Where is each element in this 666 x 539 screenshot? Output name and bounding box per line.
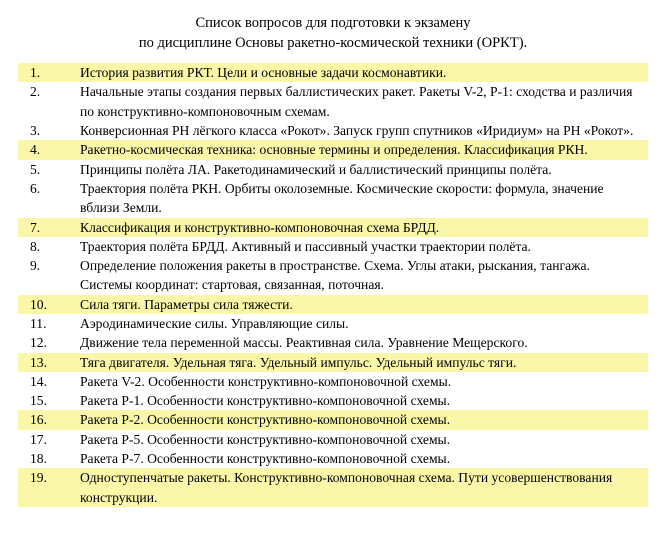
question-text: Принципы полёта ЛА. Ракетодинамический и баллистический принципы полёта. <box>80 161 552 177</box>
question-text: Ракета Р-5. Особенности конструктивно-компоновочной схемы. <box>80 431 451 447</box>
question-number: 7. <box>30 219 41 235</box>
question-text: Траектория полёта БРДД. Активный и пассивный участки траектории полёта. <box>80 238 531 254</box>
question-text: Классификация и конструктивно-компоновочная схема БРДД. <box>80 219 440 235</box>
question-number: 14. <box>30 373 47 389</box>
question-text: Движение тела переменной массы. Реактивная сила. Уравнение Мещерского. <box>80 335 528 351</box>
question-item <box>18 468 648 507</box>
document-title-line-2: по дисциплине Основы ракетно-космической техники (ОРКТ). <box>138 34 528 51</box>
question-item <box>18 140 648 159</box>
question-number: 17. <box>30 431 47 447</box>
question-item <box>18 160 648 179</box>
question-item <box>18 372 648 391</box>
question-item <box>18 218 648 237</box>
question-text: Ракета Р-7. Особенности конструктивно-компоновочной схемы. <box>80 451 451 467</box>
question-number: 18. <box>30 451 47 467</box>
question-item <box>18 333 648 352</box>
question-text: Ракетно-космическая техника: основные термины и определения. Классификация РКН. <box>80 142 588 158</box>
question-item <box>18 121 648 140</box>
question-item <box>18 353 648 372</box>
question-number: 15. <box>30 393 47 409</box>
question-item <box>18 63 648 82</box>
question-item <box>18 256 648 295</box>
question-number: 2. <box>30 84 41 100</box>
question-item <box>18 430 648 449</box>
question-item <box>18 179 648 218</box>
question-item <box>18 295 648 314</box>
question-text: Начальные этапы создания первых баллистических ракет. Ракеты V-2, Р-1: сходства и различия по конструктивно-компоновочным схемам. <box>80 84 633 119</box>
question-text: Определение положения ракеты в пространстве. Схема. Углы атаки, рыскания, тангажа. Системы координат: стартовая, связанная, поточная. <box>80 258 590 293</box>
question-text: Траектория полёта РКН. Орбиты околоземные. Космические скорости: формула, значение вблизи Земли. <box>80 180 604 216</box>
question-number: 11. <box>30 315 47 331</box>
question-text: Тяга двигателя. Удельная тяга. Удельный импульс. Удельный импульс тяги. <box>80 354 517 370</box>
question-number: 3. <box>30 123 41 139</box>
question-item <box>18 410 648 429</box>
question-number: 13. <box>30 354 47 370</box>
question-text: Ракета Р-2. Особенности конструктивно-компоновочной схемы. <box>80 412 451 428</box>
question-item <box>18 391 648 410</box>
question-number: 16. <box>30 412 47 428</box>
question-text: История развития РКТ. Цели и основные задачи космонавтики. <box>80 65 447 81</box>
question-number: 8. <box>30 238 41 254</box>
question-text: Аэродинамические силы. Управляющие силы. <box>80 315 349 331</box>
question-text: Конверсионная РН лёгкого класса «Рокот». Запуск групп спутников «Иридиум» на РН «Рокот». <box>80 123 634 139</box>
question-list <box>18 63 648 507</box>
question-text: Ракета V-2. Особенности конструктивно-компоновочной схемы. <box>80 373 452 389</box>
question-item <box>18 449 648 468</box>
question-item <box>18 237 648 256</box>
question-text: Сила тяги. Параметры сила тяжести. <box>80 296 293 312</box>
question-number: 10. <box>30 296 47 312</box>
question-number: 5. <box>30 161 41 177</box>
question-text: Ракета Р-1. Особенности конструктивно-компоновочной схемы. <box>80 393 451 409</box>
question-number: 19. <box>30 470 47 486</box>
question-number: 9. <box>30 258 41 274</box>
question-number: 1. <box>30 65 41 81</box>
document-title <box>18 14 648 53</box>
question-number: 6. <box>30 180 41 196</box>
question-item <box>18 82 648 121</box>
question-text: Одноступенчатые ракеты. Конструктивно-компоновочная схема. Пути усовершенствования конструкции. <box>80 470 613 505</box>
question-number: 12. <box>30 335 47 351</box>
question-number: 4. <box>30 142 41 158</box>
document-title-line-1: Список вопросов для подготовки к экзамену <box>195 15 471 31</box>
question-item <box>18 314 648 333</box>
